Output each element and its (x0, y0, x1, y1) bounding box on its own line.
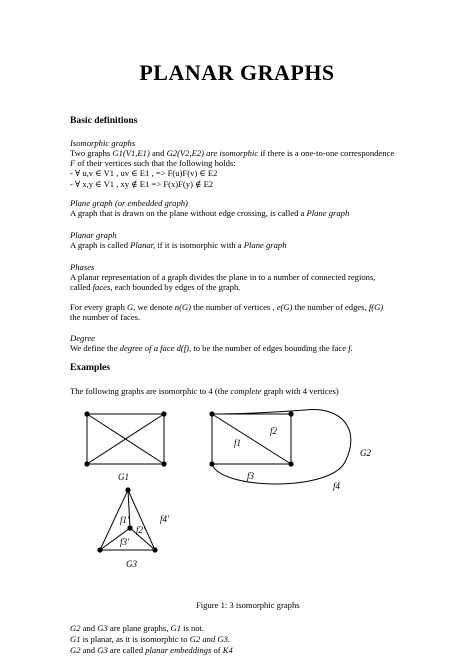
text: e(G) (276, 302, 293, 312)
text: of (211, 645, 223, 655)
phases-line-1: A planar representation of a graph divides the plane in to a number of connected regions, (70, 272, 376, 282)
text: Plane graph (306, 208, 350, 218)
iso-line-3: - ∀ u,v ∈ V1 , uv ∈ E1 , => F(u)F(v) ∈ E2 (70, 168, 218, 178)
subheading-phases: Phases (70, 262, 95, 272)
subheading-planar-graph: Planar graph (70, 230, 117, 240)
label-f2-prime: f2' (136, 525, 145, 535)
text: , to be the number of edges bounding the face (189, 343, 349, 353)
section-heading-examples: Examples (70, 362, 110, 373)
vertex (209, 461, 214, 466)
label-f3: f3 (247, 471, 255, 481)
section-heading-basic-definitions: Basic definitions (70, 115, 138, 126)
label-g2: G2 (360, 448, 371, 458)
text: G1 (170, 623, 182, 633)
text: are isomorphic (204, 148, 259, 158)
text: and (149, 148, 167, 158)
text: are called (107, 645, 146, 655)
vertex (84, 411, 89, 416)
text: G2 (70, 645, 81, 655)
text: f(G) (368, 302, 384, 312)
text: if it is isomorphic with a (155, 240, 244, 250)
text: are plane graphs, (107, 623, 171, 633)
text: called (70, 282, 93, 292)
label-f2: f2 (270, 426, 278, 436)
note-line-1 (70, 623, 204, 633)
text: and (80, 623, 98, 633)
text: degree of a face d(f) (119, 343, 190, 353)
text: of their vertices such that the following holds: (75, 158, 236, 168)
text: For every graph (70, 302, 128, 312)
phases-line-4: the number of faces. (70, 312, 141, 322)
label-f1-prime: f1' (120, 515, 129, 525)
text: G1 (70, 634, 81, 644)
label-f3-prime: f3' (120, 537, 129, 547)
text: Plane graph (243, 240, 287, 250)
text: G3 (97, 645, 108, 655)
vertex (125, 487, 130, 492)
graph-g1 (87, 414, 164, 464)
label-g3: G3 (126, 559, 137, 569)
text: is not. (181, 623, 205, 633)
vertex (161, 461, 166, 466)
vertex (288, 411, 293, 416)
vertex (84, 461, 89, 466)
note-line-2 (70, 634, 230, 644)
text: G2 and G3. (189, 634, 231, 644)
text: and (80, 645, 98, 655)
figure-caption: Figure 1: 3 isomorphic graphs (196, 600, 300, 610)
text: if there is a one-to-one correspondence (258, 148, 395, 158)
text: A graph is called (70, 240, 131, 250)
subheading-isomorphic-graphs: Isomorphic graphs (70, 138, 136, 148)
text: , each bounded by edges of the graph. (110, 282, 241, 292)
g2-outer-edge (212, 410, 351, 484)
text: , we denote (133, 302, 175, 312)
text: the number of vertices , (191, 302, 277, 312)
text: G2(V2,E2) (166, 148, 205, 158)
text: G1(V1,E1) (112, 148, 150, 158)
subheading-degree: Degree (70, 333, 95, 343)
text: faces (92, 282, 111, 292)
page-title: PLANAR GRAPHS (139, 60, 335, 85)
text: G3 (97, 623, 108, 633)
label-f4: f4 (333, 481, 341, 491)
iso-line-4: - ∀ x,y ∈ V1 , xy ∉ E1 => F(x)F(y) ∉ E2 (70, 179, 214, 189)
text: graph with 4 vertices) (261, 386, 339, 396)
text: planar embeddings (145, 645, 212, 655)
g2-diagonal (212, 414, 291, 464)
text: F (70, 158, 76, 168)
vertex (97, 547, 102, 552)
text: K4 (222, 645, 233, 655)
text: the number of edges, (292, 302, 369, 312)
vertex (161, 411, 166, 416)
vertex (127, 525, 132, 530)
vertex (209, 411, 214, 416)
text: n(G) (174, 302, 192, 312)
text: f. (348, 343, 353, 353)
vertex (288, 461, 293, 466)
text: A graph that is drawn on the plane without edge crossing, is called a (70, 208, 307, 218)
text: We define the (70, 343, 120, 353)
text: Planar, (130, 240, 156, 250)
label-g1: G1 (118, 472, 129, 482)
text: The following graphs are isomorphic to 4 (the (70, 386, 231, 396)
label-f4-prime: f4' (160, 514, 169, 524)
text: G2 (70, 623, 81, 633)
vertex (152, 547, 157, 552)
graph-g2 (212, 410, 351, 484)
text: complete (230, 386, 262, 396)
note-line-3 (70, 645, 233, 655)
subheading-plane-graph: Plane graph (or embedded graph) (70, 198, 188, 208)
text: Two graphs (70, 148, 113, 158)
text: is planar, as it is isomorphic to (80, 634, 190, 644)
text: G (127, 302, 134, 312)
label-f1: f1 (234, 438, 242, 448)
